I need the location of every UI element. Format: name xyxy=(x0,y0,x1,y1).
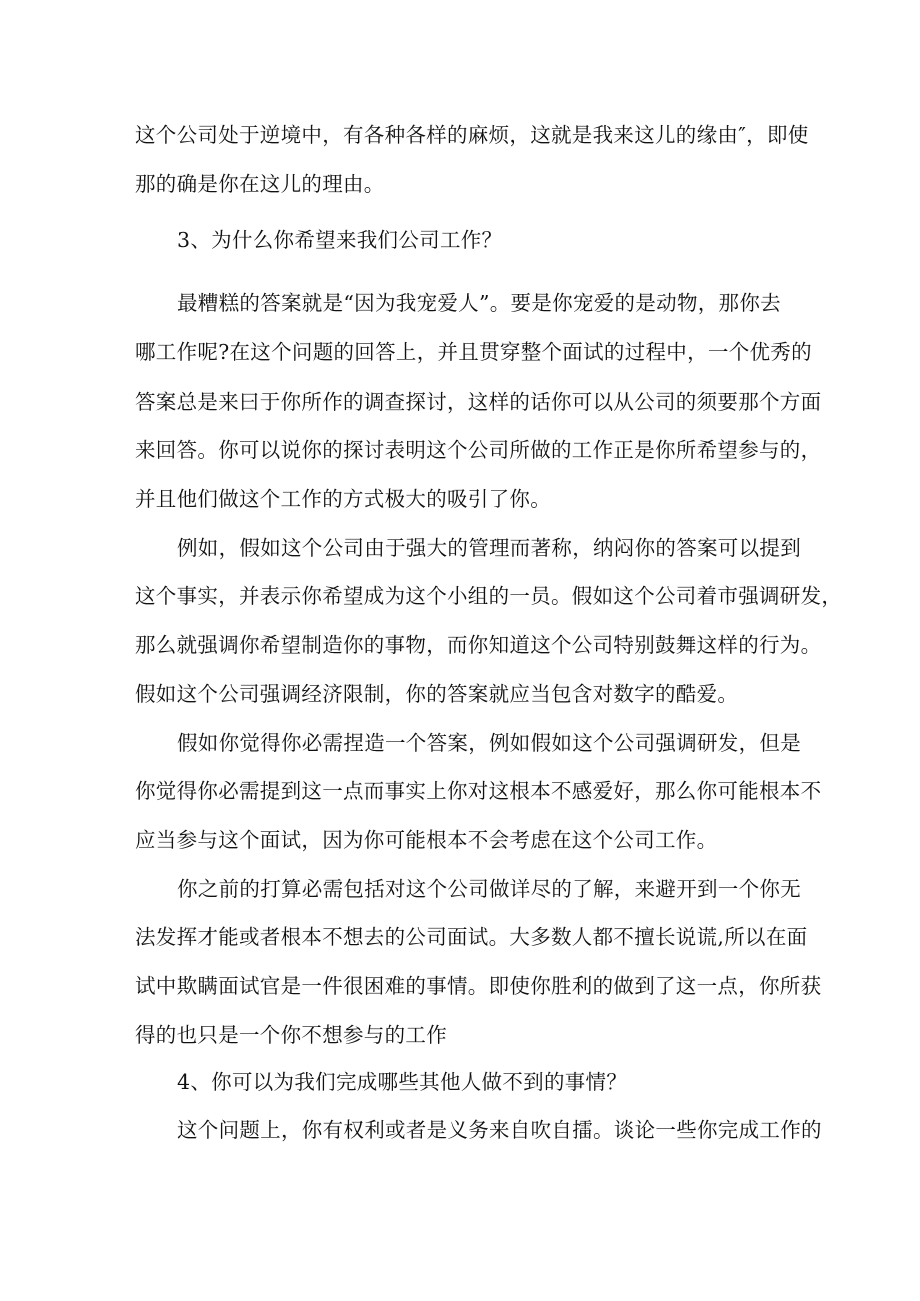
answer-3-paragraph-4-line-4: 得的也只是一个你不想参与的工作 xyxy=(135,1023,447,1047)
question-3-heading: 3、为什么你希望来我们公司工作？ xyxy=(177,228,503,252)
answer-3-paragraph-2-line-4: 假如这个公司强调经济限制，你的答案就应当包含对数字的酷爱。 xyxy=(135,682,739,706)
answer-3-paragraph-1-line-2: 哪工作呢?在这个问题的回答上，并且贯穿整个面试的过程中，一个优秀的 xyxy=(135,340,812,364)
question-4-heading: 4、你可以为我们完成哪些其他人做不到的事情？ xyxy=(177,1070,628,1094)
answer-3-paragraph-1-line-3: 答案总是来曰于你所作的调查探讨，这样的话你可以从公司的须要那个方面 xyxy=(135,390,822,414)
answer-3-paragraph-3-line-2: 你觉得你必需提到这一点而事实上你对这根本不感爱好，那么你可能根本不 xyxy=(135,779,822,803)
answer-3-paragraph-2-line-1: 例如，假如这个公司由于强大的管理而著称，纳闷你的答案可以提到 xyxy=(177,536,801,560)
answer-3-paragraph-1-line-1: 最糟糕的答案就是“因为我宠爱人”。要是你宠爱的是动物，那你去 xyxy=(177,291,781,315)
answer-3-paragraph-2-line-3: 那么就强调你希望制造你的事物，而你知道这个公司特别鼓舞这样的行为。 xyxy=(135,633,822,657)
answer-3-paragraph-1-line-5: 并且他们做这个工作的方式极大的吸引了你。 xyxy=(135,487,551,511)
answer-3-paragraph-1-line-4: 来回答。你可以说你的探讨表明这个公司所做的工作正是你所希望参与的， xyxy=(135,438,822,462)
answer-3-paragraph-3-line-1: 假如你觉得你必需捏造一个答案，例如假如这个公司强调研发，但是 xyxy=(177,731,801,755)
answer-4-paragraph-1-line-1: 这个问题上，你有权利或者是义务来自吹自擂。谈论一些你完成工作的 xyxy=(177,1118,822,1142)
answer-3-paragraph-3-line-3: 应当参与这个面试，因为你可能根本不会考虑在这个公司工作。 xyxy=(135,828,718,852)
answer-3-paragraph-4-line-3: 试中欺瞒面试官是一件很困难的事情。即使你胜利的做到了这一点，你所获 xyxy=(135,974,822,998)
answer-3-paragraph-4-line-1: 你之前的打算必需包括对这个公司做详尽的了解，来避开到一个你无 xyxy=(177,877,801,901)
paragraph-continued-line-1: 这个公司处于逆境中，有各种各样的麻烦，这就是我来这儿的缘由″，即使 xyxy=(135,123,809,147)
answer-3-paragraph-2-line-2: 这个事实，并表示你希望成为这个小组的一员。假如这个公司着市强调研发， xyxy=(135,584,843,608)
paragraph-continued-line-2: 那的确是你在这儿的理由。 xyxy=(135,172,385,196)
answer-3-paragraph-4-line-2: 法发挥才能或者根本不想去的公司面试。大多数人都不擅长说谎,所以在面 xyxy=(135,925,808,949)
